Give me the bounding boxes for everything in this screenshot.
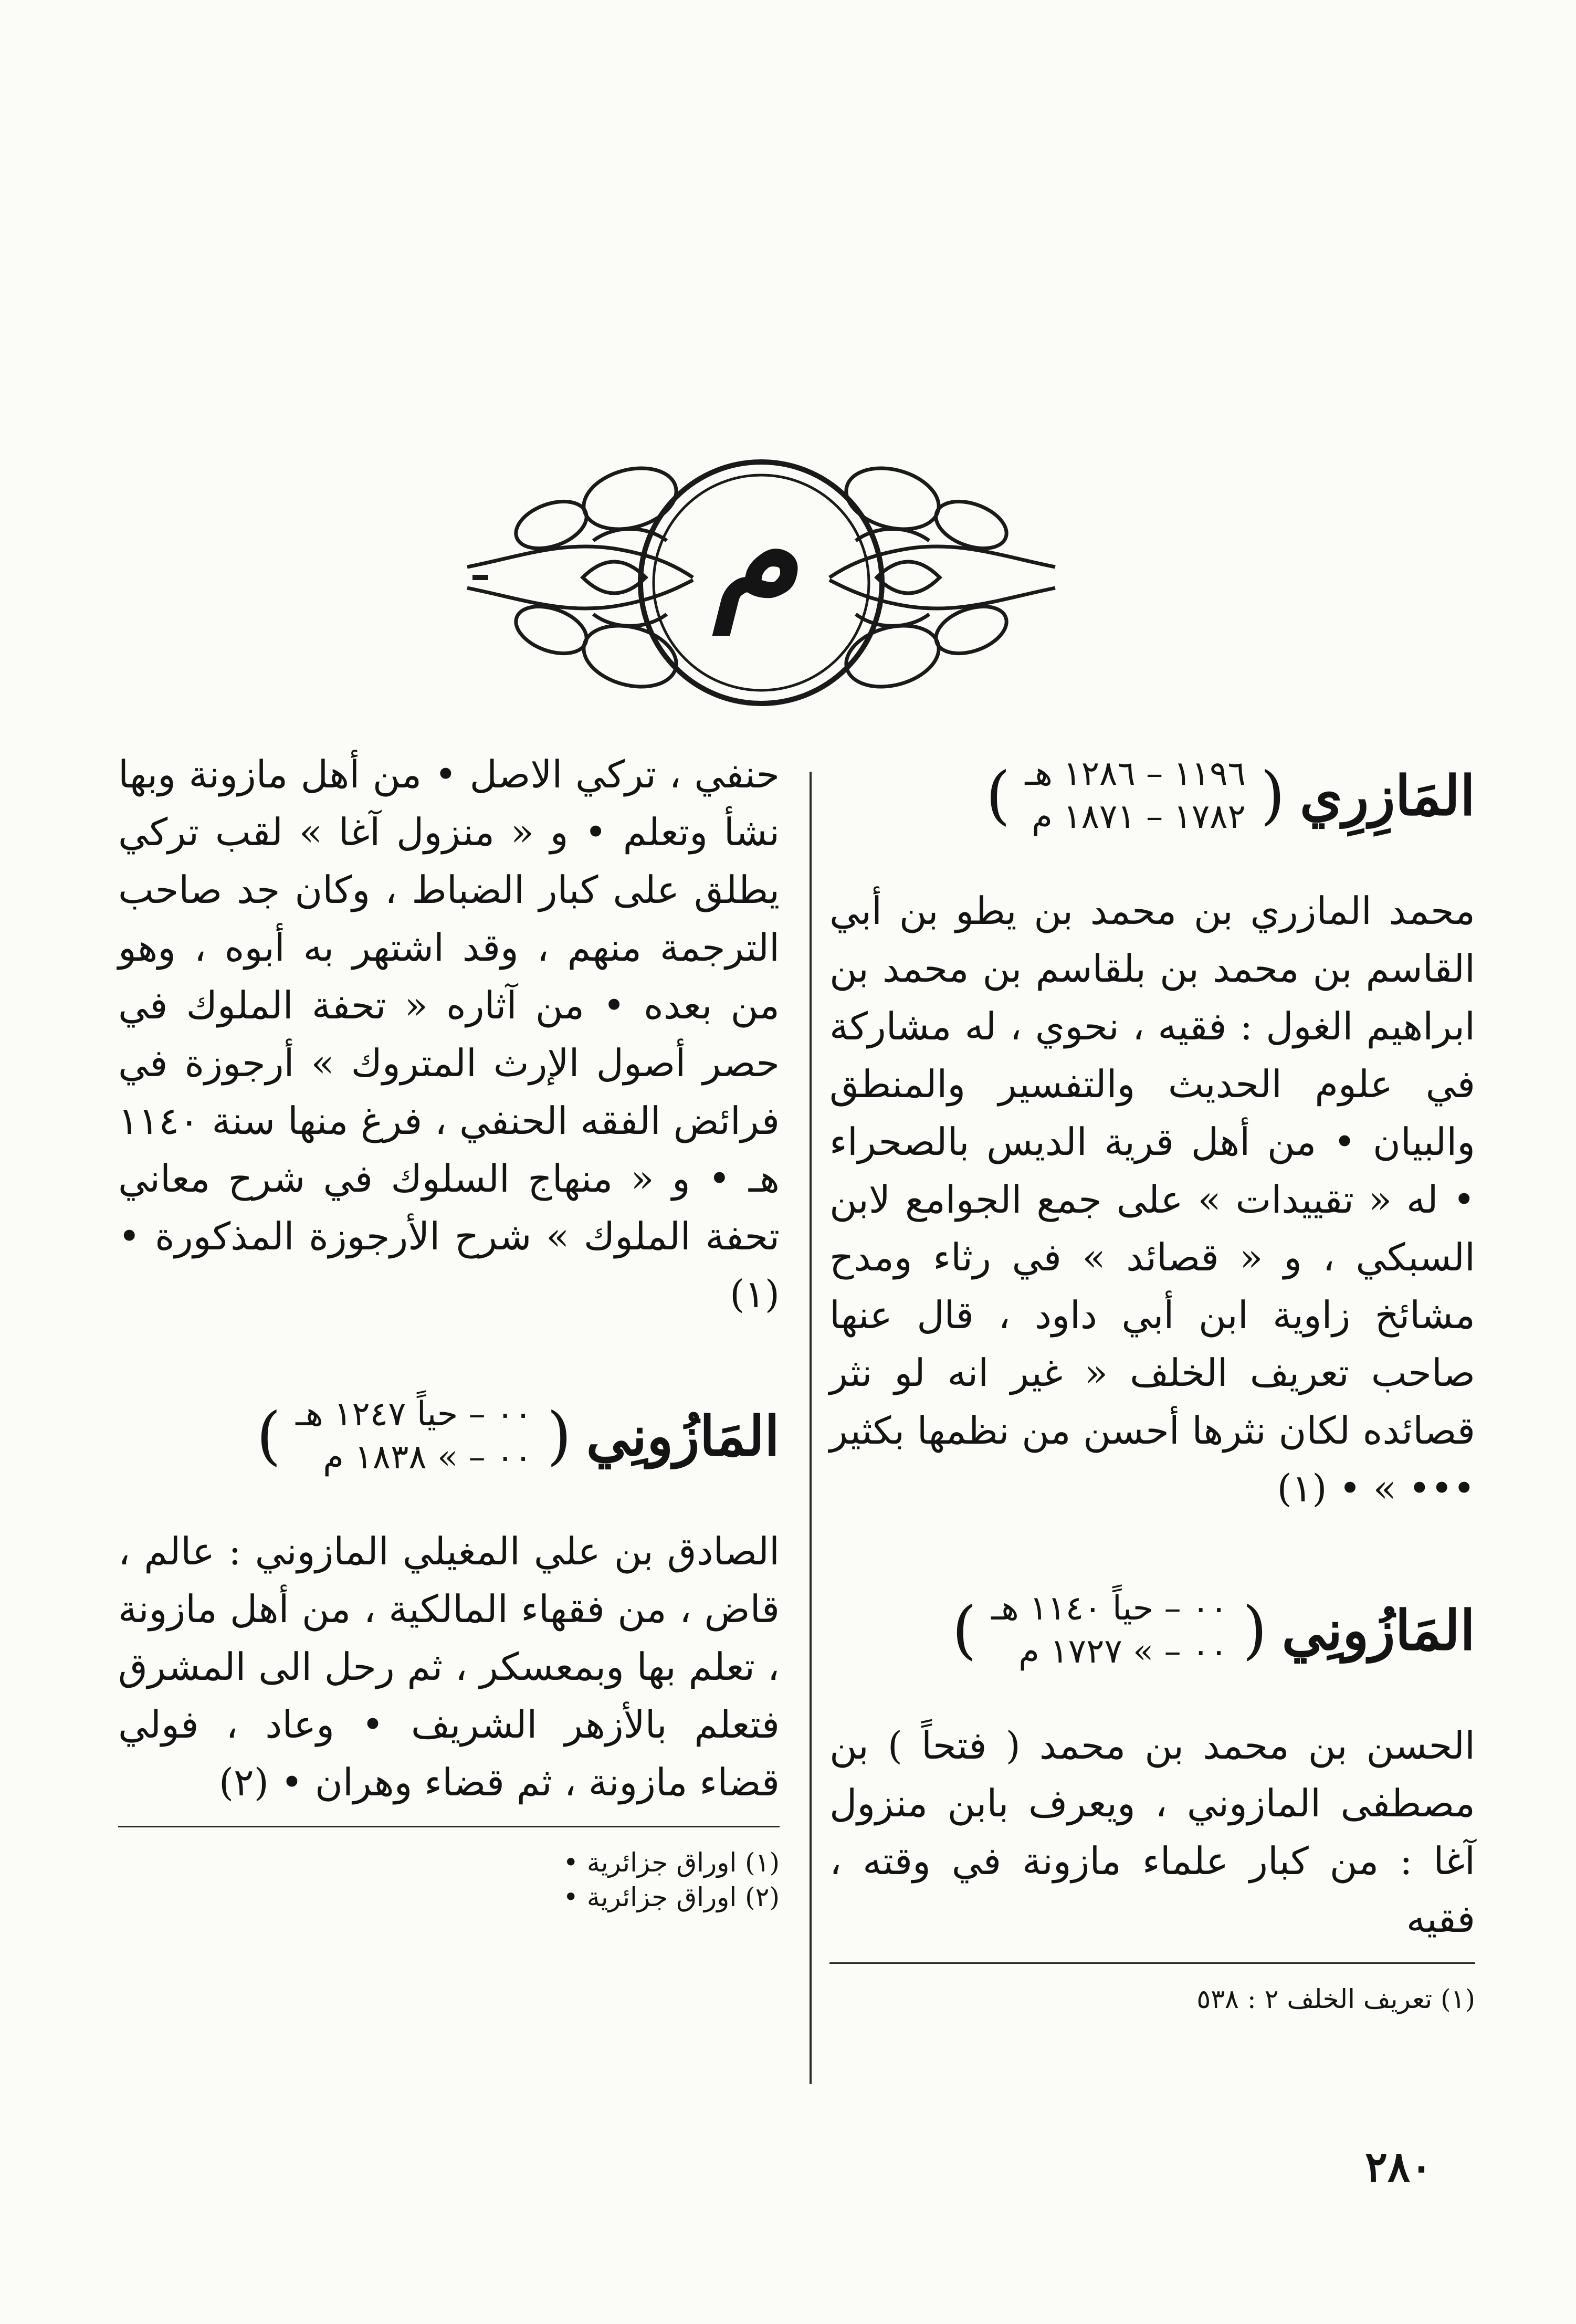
entry-body: الصادق بن علي المغيلي المازوني : عالم ، قاض ، من فقهاء المالكية ، من أهل مازونة ، تعلم بها وبمعسكر ، ثم رحل الى المشرق فتعلم بالأزهر الشريف • وعاد ، فولي قضاء مازونة ، ثم قضاء وهران • (٢) — [118, 1529, 780, 1804]
paren-close: ) — [985, 759, 1011, 832]
entry-heading — [829, 1580, 1475, 1680]
right-column — [829, 745, 1475, 2016]
page-number: ٢٨٠ — [1365, 2142, 1433, 2191]
entry-heading — [829, 745, 1475, 845]
entry-name: المَازُونِي — [586, 1403, 780, 1468]
entry-body-continuation: حنفي ، تركي الاصل • من أهل مازونة وبها نشأ وتعلم • و « منزول آغا » لقب تركي يطلق على كبار الضباط ، وكان جد صاحب الترجمة منهم ، وقد اشتهر به أبوه ، وهو من بعده • من آثاره « تحفة الملوك في حصر أصول الإرث المتروك » أرجوزة في فرائض الفقه الحنفي ، فرغ منها سنة ١١٤٠ هـ • و « منهاج السلوك في شرح معاني تحفة الملوك » شرح الأرجوزة المذكورة • (١) — [118, 752, 780, 1316]
entry-body: محمد المازري بن محمد بن يطو بن أبي القاسم بن محمد بن بلقاسم بن محمد بن ابراهيم الغول : فقيه ، نحوي ، له مشاركة في علوم الحديث والتفسير والمنطق والبيان • من أهل قرية الديس بالصحراء • له « تقييدات » على جمع الجوامع لابن السبكي ، و « قصائد » في رثاء ومدح مشائخ زاوية ابن أبي داود ، قال عنها صاحب تعريف الخلف « غير انه لو نثر قصائده لكان نثرها أحسن من نظمها بكثير ••• » • (١) — [829, 889, 1475, 1510]
footnote-rule — [829, 1962, 1475, 1964]
entry-body: الحسن بن محمد بن محمد ( فتحاً ) بن مصطفى المازوني ، ويعرف بابن منزول آغا : من كبار علماء مازونة في وقته ، فقيه — [829, 1723, 1475, 1941]
dates-gregorian: ٠٠ – » ١٨٣٨ م — [323, 1438, 532, 1477]
paren-open: ( — [1242, 1593, 1267, 1667]
paren-open: ( — [1260, 759, 1285, 832]
entry-name: المَازِرِي — [1299, 763, 1475, 828]
entry-heading — [118, 1386, 780, 1486]
dates-hijri: ٠٠ – حياً ١١٤٠ هـ — [991, 1589, 1228, 1628]
ornament-letter: م — [713, 474, 798, 634]
dates-hijri: ٠٠ – حياً ١٢٤٧ هـ — [296, 1395, 532, 1434]
paren-close: ) — [952, 1593, 977, 1667]
column-divider — [810, 772, 812, 2084]
entry-dates — [296, 1393, 532, 1479]
entry-dates — [991, 1587, 1228, 1673]
footnote: (١) اوراق جزائرية • — [563, 1847, 780, 1878]
entry-name: المَازُونِي — [1281, 1597, 1475, 1663]
footnote: (٢) اوراق جزائرية • — [563, 1882, 780, 1912]
entry-dates — [1025, 752, 1246, 838]
footnote-rule — [118, 1826, 780, 1827]
dates-gregorian: ١٧٨٢ – ١٨٧١ م — [1032, 797, 1246, 836]
paren-open: ( — [547, 1399, 572, 1473]
dates-gregorian: ٠٠ – » ١٧٢٧ م — [1018, 1632, 1228, 1671]
dates-hijri: ١١٩٦ – ١٢٨٦ هـ — [1025, 754, 1246, 793]
paren-close: ) — [256, 1399, 281, 1473]
footnote: (١) تعريف الخلف ٢ : ٥٣٨ — [1196, 1984, 1475, 2014]
left-column — [118, 745, 780, 1915]
